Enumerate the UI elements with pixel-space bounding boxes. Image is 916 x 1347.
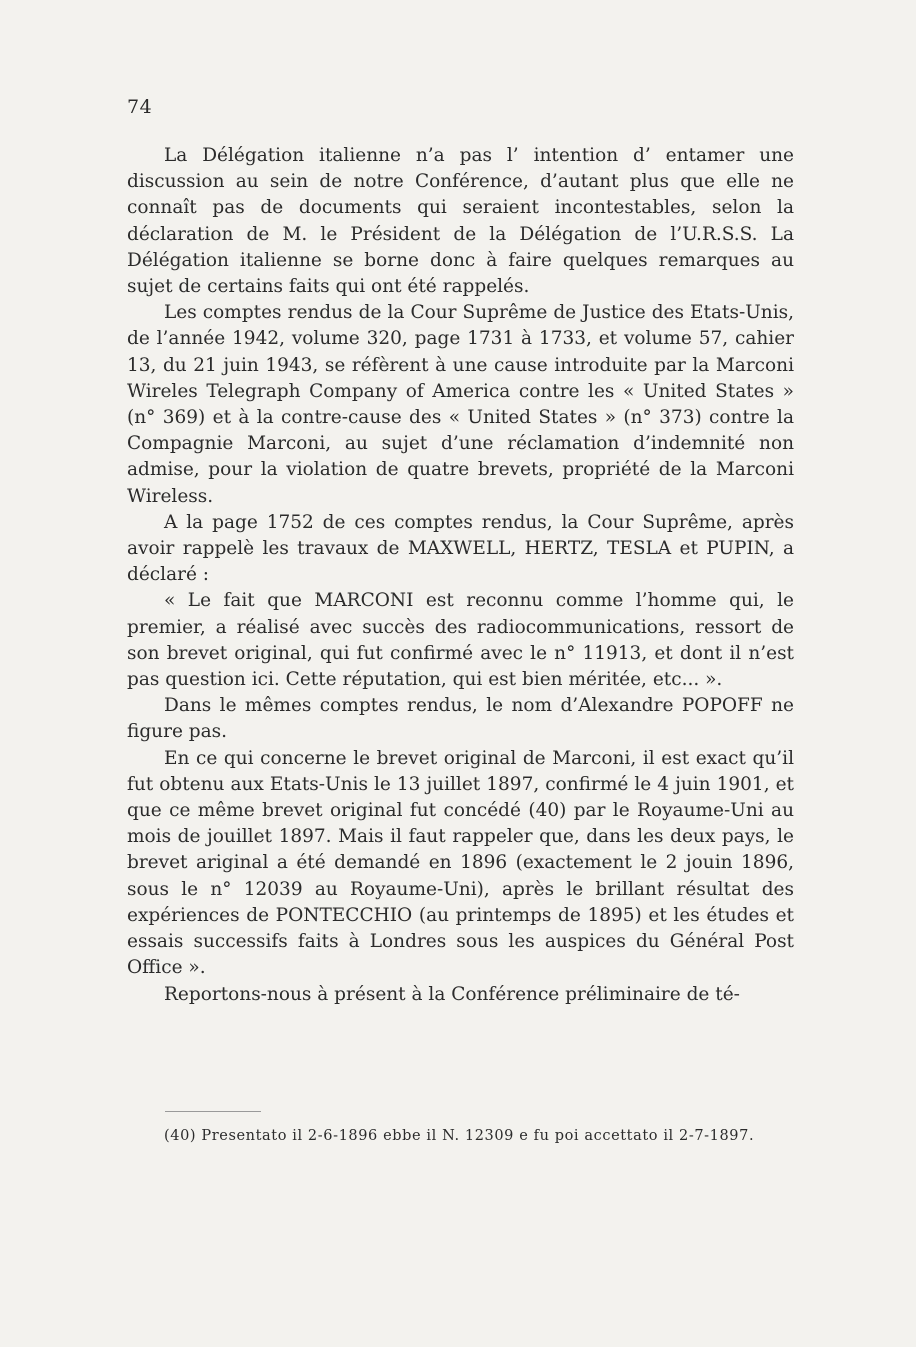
footnote-40: (40) Presentato il 2-6-1896 ebbe il N. 12309 e fu poi accettato il 2-7-1897. <box>164 1128 755 1144</box>
paragraph-7: Reportons-nous à présent à la Conférence préliminaire de té- <box>164 983 740 1005</box>
paragraph-2: Les comptes rendus de la Cour Suprême de Justice des Etats-Unis, de l’année 1942, volume 320, page 1731 à 1733, et volume 57, cahier 13, du 21 juin 1943, se réfèrent à une cause introduite par la Marconi Wireles Telegraph Company of America contre les « United States » (n° 369) et à la contre-cause des « United States » (n° 373) contre la Compagnie Marconi, au sujet d’une réclamation d’indemnité non admise, pour la violation de quatre brevets, propriété de la Marconi Wireless. <box>127 302 794 507</box>
paragraph-4-quote: « Le fait que MARCONI est reconnu comme l’homme qui, le premier, a réalisé avec succès des radiocommunications, ressort de son brevet original, qui fut confirmé avec le n° 11913, et dont il n’est pas question ici. Cette réputation, qui est bien méritée, etc... ». <box>127 590 794 691</box>
paragraph-6: En ce qui concerne le brevet original de Marconi, il est exact qu’il fut obtenu aux Etats-Unis le 13 juillet 1897, confirmé le 4 juin 1901, et que ce même brevet original fut concédé (40) par le Royaume-Uni au mois de jouillet 1897. Mais il faut rappeler que, dans les deux pays, le brevet ariginal a été demandé en 1896 (exactement le 2 jouin 1896, sous le n° 12039 au Royaume-Uni), après le brillant résultat des expériences de PONTECCHIO (au printemps de 1895) et les études et essais successifs faits à Londres sous les auspices du Général Post Office ». <box>127 747 794 979</box>
footnote-divider <box>165 1111 261 1112</box>
paragraph-3: A la page 1752 de ces comptes rendus, la Cour Suprême, après avoir rappelè les travaux de MAXWELL, HERTZ, TESLA et PUPIN, a déclaré : <box>127 511 794 586</box>
paragraph-5: Dans le mêmes comptes rendus, le nom d’Alexandre POPOFF ne figure pas. <box>127 695 794 743</box>
page-number: 74 <box>127 96 153 118</box>
body-text <box>127 143 794 1008</box>
paragraph-1: La Délégation italienne n’a pas l’ intention d’ entamer une discussion au sein de notre Conférence, d’autant plus que elle ne connaît pas de documents qui seraient incontestables, selon la déclaration de M. le Président de la Délégation de l’U.R.S.S. La Délégation italienne se borne donc à faire quelques remarques au sujet de certains faits qui ont été rappelés. <box>127 145 794 298</box>
